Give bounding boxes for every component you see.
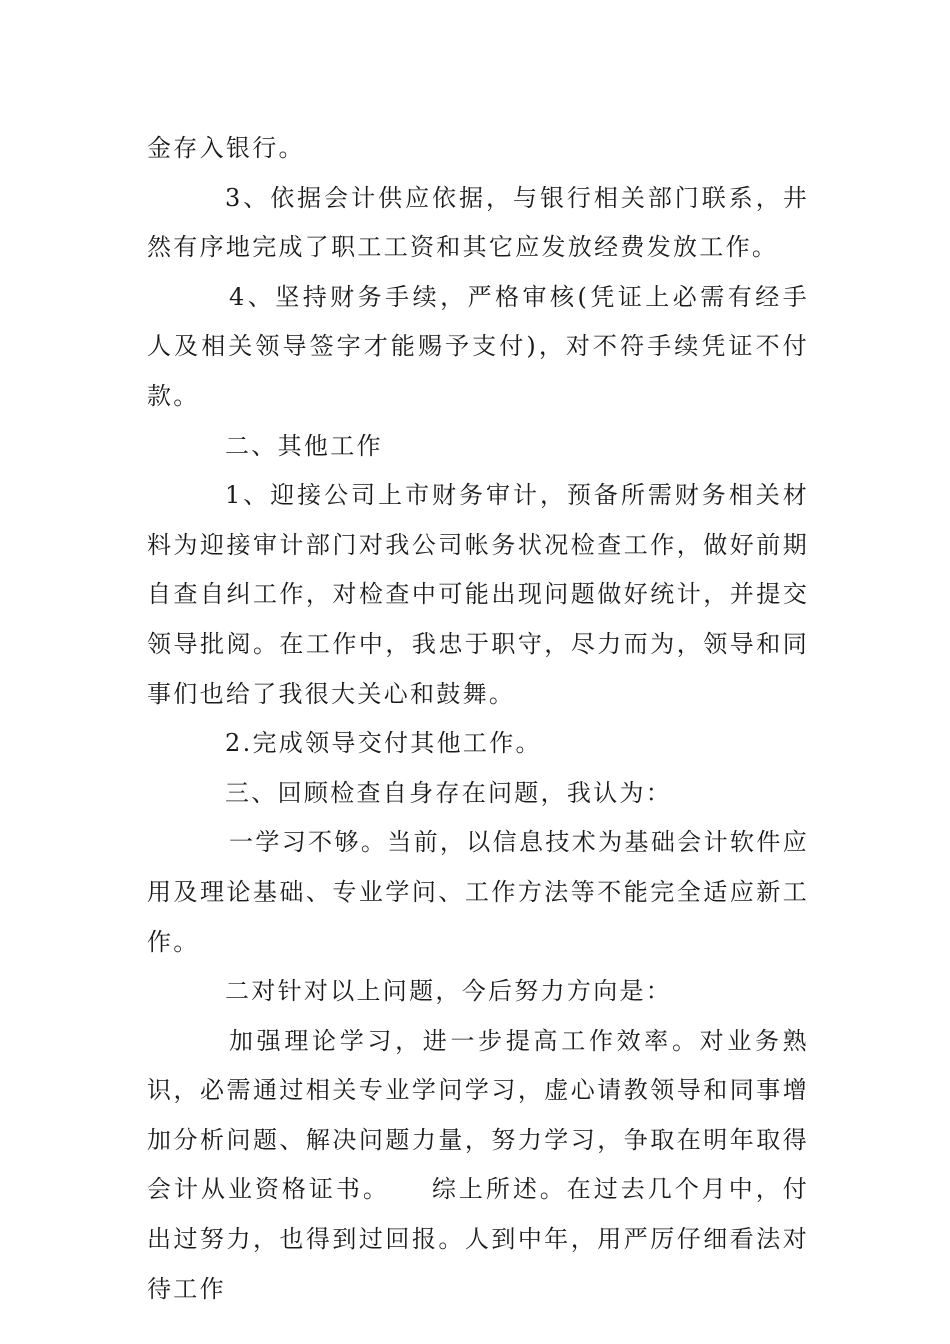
paragraph-improvement: 加强理论学习，进一步提高工作效率。对业务熟识，必需通过相关专业学问学习，虚心请教领导和同事增加分析问题、解决问题力量，努力学习，争取在明年取得会计从业资格证书。 综上所述。在过去几个月中，付出过努力，也得到过回报。人到中年，用严厉仔细看法对待工作 — [147, 1026, 809, 1303]
paragraph-direction: 二对针对以上问题，今后努力方向是： — [225, 977, 673, 1006]
document-body — [147, 124, 809, 1314]
paragraph-item-3: 3、依据会计供应依据，与银行相关部门联系，井然有序地完成了职工工资和其它应发放经费发放工作。 — [147, 183, 809, 262]
section-heading-review: 三、回顾检查自身存在问题，我认为： — [225, 778, 673, 807]
section-heading-other-work: 二、其他工作 — [225, 431, 383, 460]
paragraph-study-deficit: 一学习不够。当前，以信息技术为基础会计软件应用及理论基础、专业学问、工作方法等不能完全适应新工作。 — [147, 828, 809, 956]
paragraph-other-tasks: 2.完成领导交付其他工作。 — [225, 729, 542, 758]
paragraph-audit: 1、迎接公司上市财务审计，预备所需财务相关材料为迎接审计部门对我公司帐务状况检查工作，做好前期自查自纠工作，对检查中可能出现问题做好统计，并提交领导批阅。在工作中，我忠于职守，尽力而为，领导和同事们也给了我很大关心和鼓舞。 — [147, 481, 809, 708]
paragraph-continuation: 金存入银行。 — [147, 134, 305, 162]
paragraph-item-4: 4、坚持财务手续，严格审核(凭证上必需有经手人及相关领导签字才能赐予支付)，对不符手续凭证不付款。 — [147, 282, 809, 410]
